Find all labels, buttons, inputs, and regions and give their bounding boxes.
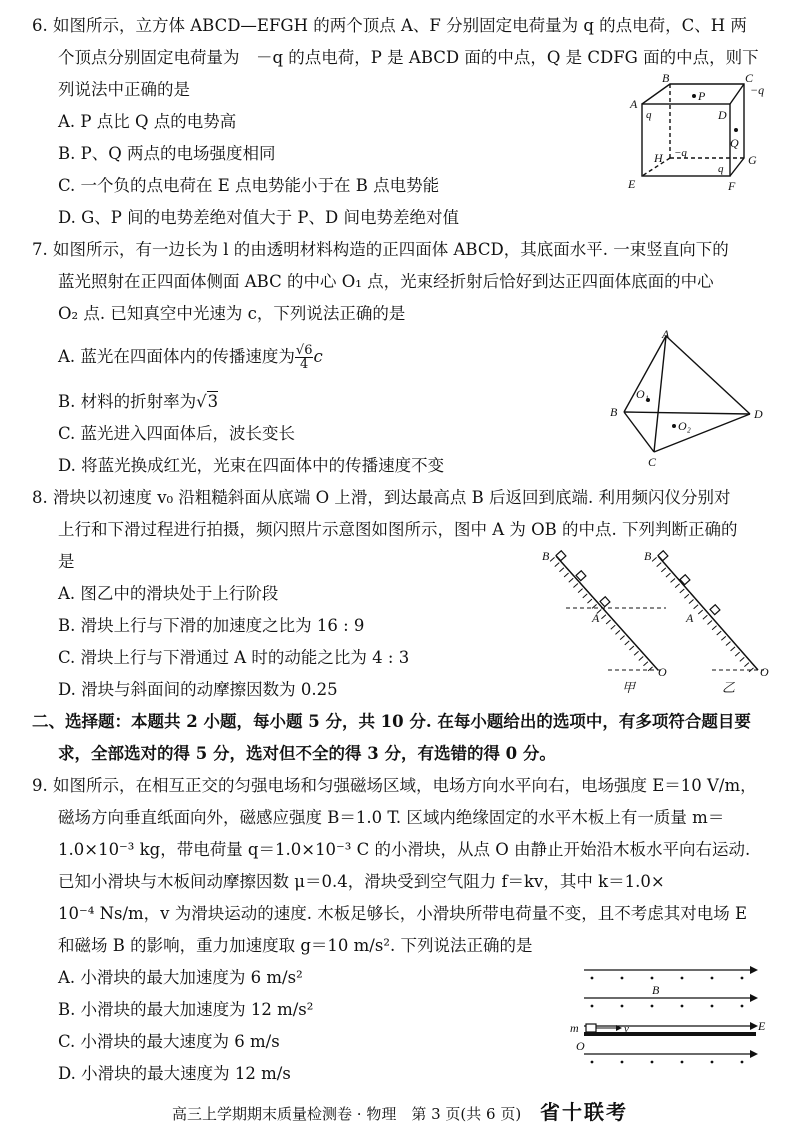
q9-option-b: B. 小滑块的最大加速度为 12 m/s² bbox=[58, 1000, 314, 1019]
q7-option-a bbox=[58, 344, 323, 371]
q6-option-c: C. 一个负的点电荷在 E 点电势能小于在 B 点电势能 bbox=[58, 176, 440, 195]
q7-option-c: C. 蓝光进入四面体后，波长变长 bbox=[58, 424, 296, 443]
q8-jia-caption: 甲 bbox=[622, 680, 636, 694]
q9-label-e: E bbox=[758, 1019, 766, 1033]
q6-label-a: A bbox=[630, 97, 638, 111]
q6-label-h-charge: −q bbox=[674, 147, 687, 159]
section2-header-line-2: 求，全部选对的得 5 分，选对但不全的得 3 分，有选错的得 0 分。 bbox=[58, 744, 556, 763]
q8-option-d: D. 滑块与斜面间的动摩擦因数为 0.25 bbox=[58, 680, 338, 699]
q8-jia-label-a: A bbox=[592, 611, 600, 625]
page-footer bbox=[0, 1096, 800, 1125]
q7-option-d: D. 将蓝光换成红光，光束在四面体中的传播速度不变 bbox=[58, 456, 445, 475]
q9-stem-line-4: 已知小滑块与木板间动摩擦因数 μ＝0.4，滑块受到空气阻力 f＝kv，其中 k＝1.0× bbox=[58, 872, 665, 891]
q6-label-c: C bbox=[745, 72, 754, 85]
q8-option-c: C. 滑块上行与下滑通过 A 时的动能之比为 4 : 3 bbox=[58, 648, 410, 667]
q9-stem-line-2: 磁场方向垂直纸面向外，磁感应强度 B＝1.0 T. 区域内绝缘固定的水平木板上有一质量 m＝ bbox=[58, 808, 725, 827]
q6-stem-line-1: 6. 如图所示，立方体 ABCD—EFGH 的两个顶点 A、F 分别固定电荷量为 q 的点电荷，C、H 两 bbox=[32, 16, 747, 35]
q9-option-a: A. 小滑块的最大加速度为 6 m/s² bbox=[58, 968, 303, 987]
q6-label-a-charge: q bbox=[646, 109, 652, 121]
q7-option-b bbox=[58, 392, 218, 412]
q9-label-m: m bbox=[570, 1021, 579, 1035]
q6-option-d: D. G、P 间的电势差绝对值大于 P、D 间电势差绝对值 bbox=[58, 208, 459, 227]
q6-label-f-charge: q bbox=[718, 163, 724, 175]
q7-option-b-text: B. 材料的折射率为√ bbox=[58, 392, 207, 411]
q8-yi-label-a: A bbox=[686, 611, 694, 625]
q6-cube-figure bbox=[624, 72, 774, 198]
q8-stem-line-1: 8. 滑块以初速度 v₀ 沿粗糙斜面从底端 O 上滑，到达最高点 B 后返回到底端. 利用频闪仪分别对 bbox=[32, 488, 731, 507]
q7-stem-line-1: 7. 如图所示，有一边长为 l 的由透明材料构造的正四面体 ABCD，其底面水平. 一束竖直向下的 bbox=[32, 240, 729, 259]
q9-stem-line-3: 1.0×10⁻³ kg，带电荷量 q＝1.0×10⁻³ C 的小滑块，从点 O 由静止开始沿木板水平向右运动. bbox=[58, 840, 751, 859]
q7-label-a: A bbox=[662, 327, 670, 341]
q6-label-h: H bbox=[654, 151, 663, 165]
q9-label-b: B bbox=[652, 983, 660, 997]
q7-option-a-unit: c bbox=[313, 347, 323, 366]
q7-label-c: C bbox=[648, 455, 657, 466]
q7-point-o2 bbox=[672, 424, 676, 428]
q8-yi-label-o: O bbox=[760, 665, 769, 679]
q6-stem-line-3: 列说法中正确的是 bbox=[58, 80, 190, 99]
q8-incline-figure bbox=[536, 546, 772, 694]
q9-label-o: O bbox=[576, 1039, 585, 1053]
q8-option-a: A. 图乙中的滑块处于上行阶段 bbox=[58, 584, 279, 603]
section2-header-line-1: 二、选择题：本题共 2 小题，每小题 5 分，共 10 分. 在每小题给出的选项中，有多项符合题目要 bbox=[32, 712, 751, 731]
q6-label-q: Q bbox=[730, 136, 739, 150]
q7-label-o2: O₂ bbox=[678, 419, 691, 433]
q9-board bbox=[584, 1032, 756, 1036]
q6-option-a: A. P 点比 Q 点的电势高 bbox=[58, 112, 237, 131]
q8-jia-label-o: O bbox=[658, 665, 667, 679]
q7-option-a-fraction bbox=[295, 344, 314, 371]
q6-label-e: E bbox=[628, 177, 636, 191]
q7-tetrahedron-figure bbox=[604, 326, 770, 466]
q7-label-d: D bbox=[754, 407, 763, 421]
q6-label-b: B bbox=[662, 72, 670, 85]
q6-point-q bbox=[734, 128, 738, 132]
q8-stem-line-3: 是 bbox=[58, 552, 75, 571]
q9-field-figure bbox=[564, 958, 770, 1066]
q7-label-o1: O₁ bbox=[636, 387, 649, 401]
q6-label-d: D bbox=[718, 108, 727, 122]
q8-option-b: B. 滑块上行与下滑的加速度之比为 16 : 9 bbox=[58, 616, 365, 635]
footer-text: 高三上学期期末质量检测卷 · 物理 第 3 页(共 6 页) bbox=[172, 1105, 522, 1123]
q9-stem-line-1: 9. 如图所示，在相互正交的匀强电场和匀强磁场区域，电场方向水平向右，电场强度 E＝10 V/m， bbox=[32, 776, 757, 795]
q7-stem-line-2: 蓝光照射在正四面体侧面 ABC 的中心 O₁ 点，光束经折射后恰好到达正四面体底面的中心 bbox=[58, 272, 714, 291]
q7-option-a-denominator: 4 bbox=[300, 357, 309, 372]
q6-option-b: B. P、Q 两点的电场强度相同 bbox=[58, 144, 276, 163]
q7-stem-line-3: O₂ 点. 已知真空中光速为 c，下列说法正确的是 bbox=[58, 304, 406, 323]
q6-point-p bbox=[692, 94, 696, 98]
q6-label-p: P bbox=[698, 89, 706, 103]
q8-jia-label-b: B bbox=[542, 549, 550, 563]
q9-option-d: D. 小滑块的最大速度为 12 m/s bbox=[58, 1064, 291, 1083]
q8-yi-label-b: B bbox=[644, 549, 652, 563]
q9-label-v: v bbox=[624, 1023, 629, 1035]
q6-label-c-charge: −q bbox=[750, 83, 765, 97]
q8-stem-line-2: 上行和下滑过程进行拍摄，频闪照片示意图如图所示，图中 A 为 OB 的中点. 下列判断正确的 bbox=[58, 520, 738, 539]
q8-yi-caption: 乙 bbox=[722, 680, 736, 694]
q7-option-a-text: A. 蓝光在四面体内的传播速度为 bbox=[58, 347, 295, 366]
q9-slider-block bbox=[586, 1024, 596, 1032]
q7-label-b: B bbox=[610, 405, 618, 419]
q7-option-a-numerator: √6 bbox=[295, 343, 313, 358]
q6-label-g: G bbox=[748, 153, 757, 167]
q7-option-b-radicand: 3 bbox=[207, 392, 219, 411]
q9-stem-line-5: 10⁻⁴ Ns/m，v 为滑块运动的速度. 木板足够长，小滑块所带电荷量不变，且不考虑其对电场 E bbox=[58, 904, 748, 923]
q9-stem-line-6: 和磁场 B 的影响，重力加速度取 g＝10 m/s². 下列说法正确的是 bbox=[58, 936, 533, 955]
q9-option-c: C. 小滑块的最大速度为 6 m/s bbox=[58, 1032, 280, 1051]
q6-label-f: F bbox=[728, 179, 736, 193]
q6-stem-line-2: 个顶点分别固定电荷量为 －q 的点电荷，P 是 ABCD 面的中点，Q 是 CDFG 面的中点，则下 bbox=[58, 48, 759, 67]
footer-brand: 省十联考 bbox=[539, 1100, 628, 1124]
